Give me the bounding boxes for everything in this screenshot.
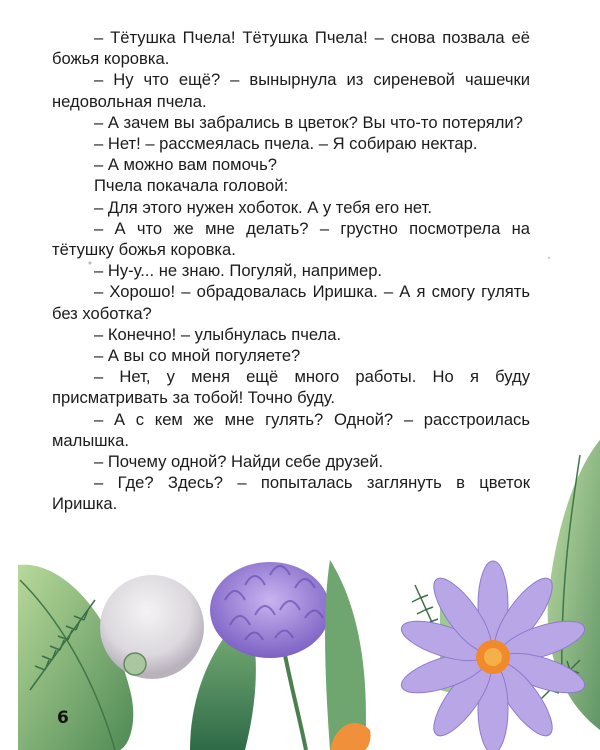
paragraph: – Хорошо! – обрадовалась Иришка. – А я смогу гулять без хоботка? bbox=[52, 282, 530, 323]
paragraph: – Конечно! – улыбнулась пчела. bbox=[94, 324, 342, 344]
paragraph: – Почему одной? Найди себе друзей. bbox=[94, 452, 384, 472]
flower-bud bbox=[124, 653, 146, 675]
paragraph: – А что же мне делать? – грустно посмотрела на тётушку божья коровка. bbox=[52, 218, 530, 260]
page-number: 6 bbox=[57, 708, 69, 728]
speck bbox=[89, 262, 92, 265]
paragraph: – Ну-у... не знаю. Погуляй, например. bbox=[94, 261, 383, 281]
paragraph: – Нет, у меня ещё много работы. Но я буду присматривать за тобой! Точно буду. bbox=[52, 367, 530, 408]
paragraph: – Нет! – рассмеялась пчела. – Я собираю нектар. bbox=[94, 134, 478, 154]
leaf bbox=[325, 560, 366, 750]
paragraph: – А с кем же мне гулять? Одной? – расстроилась малышка. bbox=[52, 409, 530, 450]
paragraph: – А вы со мной погуляете? bbox=[94, 346, 301, 366]
paragraph: – Для этого нужен хоботок. А у тебя его нет. bbox=[94, 197, 432, 217]
flower-stem bbox=[285, 655, 306, 750]
paragraph: – А зачем вы забрались в цветок? Вы что-то потеряли? bbox=[94, 112, 523, 132]
paragraph: – А можно вам помочь? bbox=[94, 155, 277, 175]
clover-flower bbox=[210, 562, 330, 658]
flower-ball bbox=[100, 575, 204, 679]
paragraph: – Тётушка Пчела! Тётушка Пчела! – снова позвала её божья коровка. bbox=[52, 28, 530, 69]
paragraph: – Где? Здесь? – попыталась заглянуть в цветок Иришка. bbox=[52, 473, 530, 514]
speck bbox=[548, 257, 550, 259]
paragraph: Пчела покачала головой: bbox=[94, 176, 289, 196]
paragraph: – Ну что ещё? – вынырнула из сиреневой чашечки недовольная пчела. bbox=[52, 70, 530, 111]
